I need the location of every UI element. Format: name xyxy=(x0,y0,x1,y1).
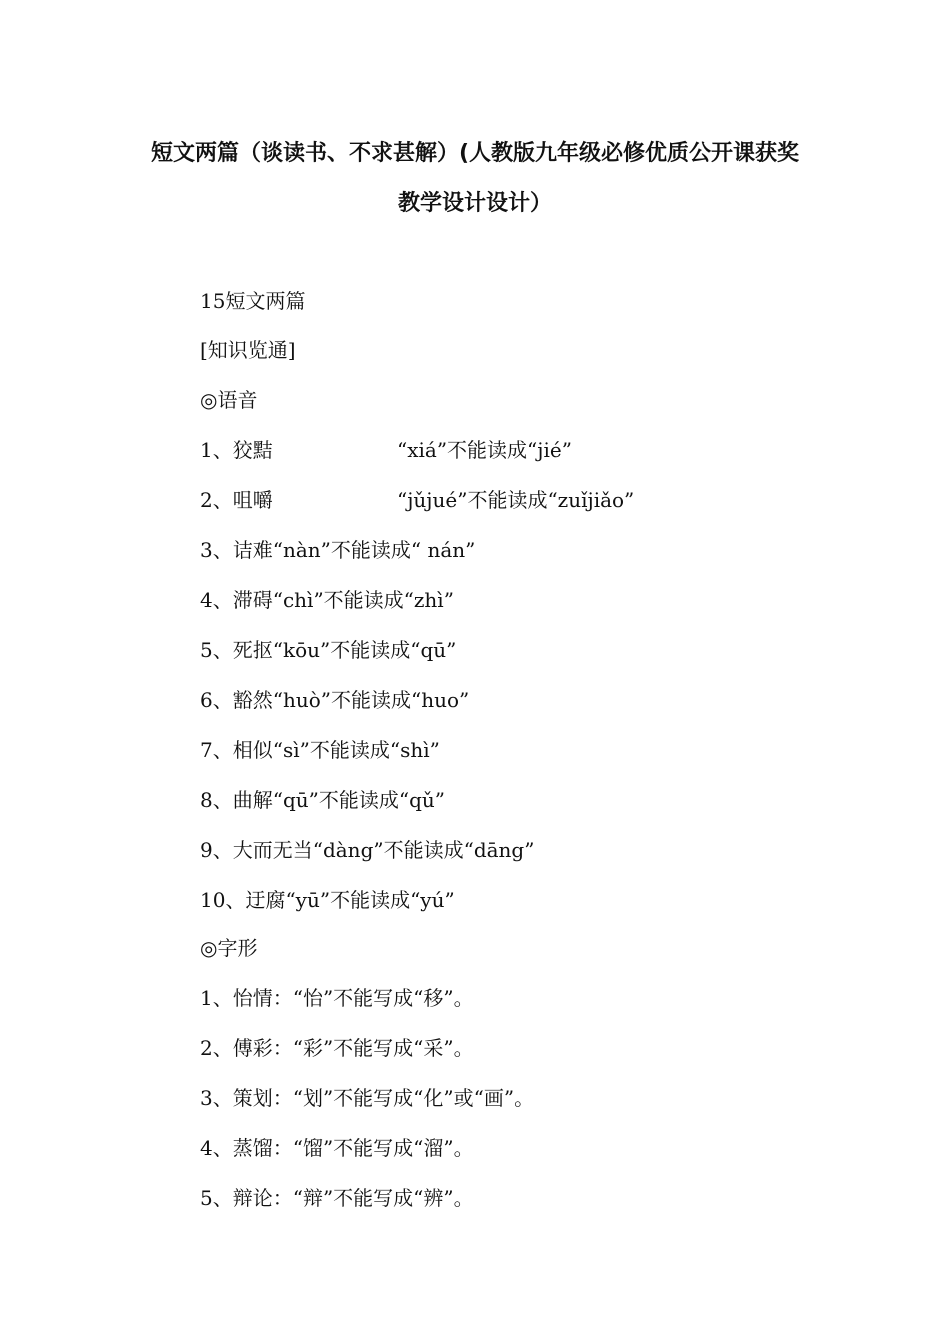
list-item xyxy=(200,836,534,864)
pronunciation-note: “nàn”不能读成“ nán” xyxy=(272,538,476,562)
list-item xyxy=(200,686,469,714)
pronunciation-note: “qū”不能读成“qǔ” xyxy=(272,788,445,812)
list-item: 5、辩论：“辩”不能写成“辨”。 xyxy=(200,1186,474,1210)
glyph-heading: ◎字形 xyxy=(200,936,258,960)
lesson-heading: 15短文两篇 xyxy=(200,289,306,313)
vocab-term: 6、豁然 xyxy=(200,688,273,712)
pronunciation-note: “kōu”不能读成“qū” xyxy=(272,638,457,662)
list-item xyxy=(200,736,440,764)
vocab-term: 2、咀嚼 xyxy=(200,488,273,512)
pronunciation-heading: ◎语音 xyxy=(200,388,258,412)
vocab-term: 1、狡黠 xyxy=(200,438,273,462)
pronunciation-note: “dàng”不能读成“dāng” xyxy=(312,838,535,862)
list-item xyxy=(200,636,456,664)
pronunciation-note: “chì”不能读成“zhì” xyxy=(272,588,454,612)
vocab-term: 4、滞碍 xyxy=(200,588,273,612)
list-item xyxy=(200,486,634,514)
list-item: 2、傅彩：“彩”不能写成“采”。 xyxy=(200,1036,474,1060)
vocab-term: 3、诘难 xyxy=(200,538,273,562)
list-item xyxy=(200,536,475,564)
pronunciation-note: “yū”不能读成“yú” xyxy=(285,888,455,912)
list-item: 4、蒸馏：“馏”不能写成“溜”。 xyxy=(200,1136,474,1160)
doc-title-line-2: 教学设计设计） xyxy=(397,191,552,216)
pronunciation-note: “xiá”不能读成“jié” xyxy=(397,438,572,462)
vocab-term: 5、死抠 xyxy=(200,638,273,662)
list-item xyxy=(200,586,454,614)
list-item: 3、策划：“划”不能写成“化”或“画”。 xyxy=(200,1086,535,1110)
doc-title-line-1: 短文两篇（谈读书、不求甚解）(人教版九年级必修优质公开课获奖 xyxy=(150,141,800,166)
list-item: 1、怡情：“怡”不能写成“移”。 xyxy=(200,986,474,1010)
vocab-term: 10、迂腐 xyxy=(200,888,286,912)
pronunciation-note: “jǔjué”不能读成“zuǐjiǎo” xyxy=(397,488,635,512)
vocab-term: 9、大而无当 xyxy=(200,838,313,862)
vocab-term: 7、相似 xyxy=(200,738,273,762)
section-bracket-heading: [知识览通] xyxy=(200,338,296,362)
vocab-term: 8、曲解 xyxy=(200,788,273,812)
list-item xyxy=(200,786,445,814)
pronunciation-note: “huò”不能读成“huo” xyxy=(272,688,470,712)
list-item xyxy=(200,886,455,914)
pronunciation-note: “sì”不能读成“shì” xyxy=(272,738,440,762)
list-item xyxy=(200,436,572,464)
